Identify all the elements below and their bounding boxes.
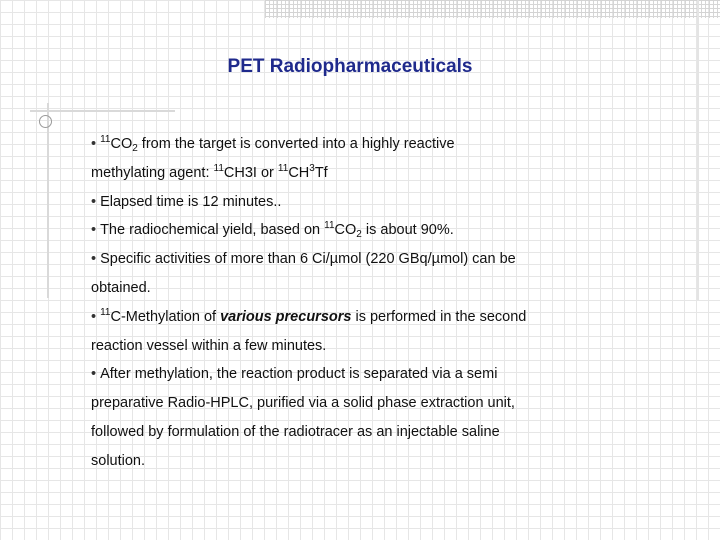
bullet-list [91,130,531,476]
isotope-superscript: 11 [100,306,111,318]
bullet-item [91,303,531,361]
isotope-superscript: 11 [100,134,111,145]
bullet-text: is about 90%. [361,222,454,239]
bullet-mark: • [91,193,97,210]
bullet-item [91,360,531,475]
formula-text: Tf [314,164,328,181]
formula-text: CH [288,164,310,181]
decorative-vertical-line [697,0,699,300]
bullet-mark: • [91,366,97,383]
slide-title: PET Radiopharmaceuticals [227,56,473,77]
bullet-text: Specific activities of more than 6 Ci/µmol (220 GBq/µmol) can be obtained. [91,251,516,296]
corner-pattern [265,0,720,18]
decorative-vertical-line [47,103,49,298]
formula-text: CO [334,222,357,239]
bullet-mark: • [91,136,97,152]
bullet-text: Elapsed time is 12 minutes.. [100,193,282,210]
bullet-item [91,245,531,303]
formula-subscript: 2 [132,143,138,154]
bullet-mark: • [91,222,97,239]
bullet-item [91,188,531,217]
isotope-superscript: 11 [324,220,335,232]
formula-text: CH3I or [223,164,278,181]
formula-text: CO [110,136,133,152]
bullet-item [91,130,531,188]
bullet-mark: • [91,251,97,268]
formula-subscript: 2 [356,229,362,241]
bullet-text: C-Methylation of [110,308,221,325]
isotope-superscript: 11 [213,162,224,174]
bullet-text: The radiochemical yield, based on [100,222,325,239]
bullet-item [91,216,531,245]
bullet-text: is performed in the second reaction vessel within a few minutes. [91,308,527,354]
bullet-mark: • [91,308,97,325]
decorative-horizontal-line [30,110,175,112]
bullet-text: After methylation, the reaction product is separated via a semi preparative Radio-HPLC, purified via a solid phase extraction unit, followed by formulation of the radiotracer as an injectable saline solution. [91,366,515,469]
emphasized-text: various precursors [220,308,352,325]
formula-superscript: 3 [309,162,315,174]
isotope-superscript: 11 [277,162,289,174]
bullet-text: from the target is converted into a highly reactive methylating agent: [91,136,455,181]
crosshair-circle-icon [39,115,52,128]
